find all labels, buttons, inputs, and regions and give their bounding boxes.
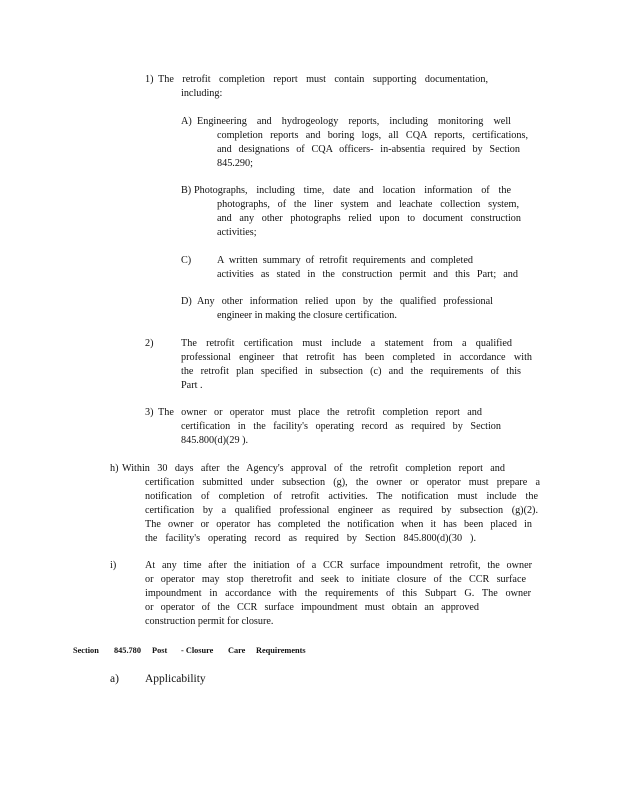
item-i-label: i) — [110, 560, 117, 571]
section-heading-w2: - Closure — [181, 646, 214, 655]
item-1 — [145, 73, 488, 101]
item-1-B-line-3: and any other photographs relied upon to document construction — [217, 212, 521, 224]
item-h-label: h) — [110, 463, 119, 474]
item-1-C — [181, 254, 521, 282]
item-h-line-5: The owner or operator has completed the notification when it has been placed in — [145, 518, 532, 530]
item-1-D-line-2: engineer in making the closure certification. — [217, 309, 397, 321]
item-1-line-2: including: — [181, 87, 223, 99]
item-1-B-line-2: photographs, of the liner system and leachate collection system, — [217, 198, 519, 210]
item-3-label: 3) — [145, 407, 154, 418]
item-2-line-3: the retrofit plan specified in subsection (c) and the requirements of this — [181, 365, 521, 377]
item-1-B-label: B) — [181, 185, 192, 196]
item-1-B-line-1: Photographs, including time, date and location information of the — [194, 185, 511, 196]
item-1-label: 1) — [145, 74, 154, 85]
item-1-D-line-1: Any other information relied upon by the qualified professional — [197, 296, 493, 307]
item-1-C-line-2: activities as stated in the construction permit and this Part; and — [217, 268, 518, 280]
item-h-line-4: certification by a qualified professional engineer as required by subsection (g)(2). — [145, 504, 538, 516]
item-3 — [145, 406, 505, 448]
item-2-line-1: The retrofit certification must include a statement from a qualified — [181, 338, 512, 349]
item-3-line-2: certification in the facility's operating record as required by Section — [181, 420, 501, 432]
item-2-label: 2) — [145, 338, 154, 349]
item-i-line-4: or operator of the CCR surface impoundment must obtain an approved — [145, 601, 479, 613]
item-1-C-label: C) — [181, 255, 192, 266]
item-1-A-line-2: completion reports and boring logs, all CQA reports, certifications, — [217, 129, 528, 141]
item-1-A-line-1: Engineering and hydrogeology reports, including monitoring well — [197, 116, 511, 127]
item-h-line-6: the facility's operating record as required by Section 845.800(d)(30 ). — [145, 532, 476, 544]
item-2-line-2: professional engineer that retrofit has been completed in accordance with — [181, 351, 532, 363]
item-h-line-1: Within 30 days after the Agency's approval of the retrofit completion report and — [122, 463, 505, 474]
item-i-line-3: impoundment in accordance with the requirements of this Subpart G. The owner — [145, 587, 531, 599]
item-h-line-3: notification of completion of retrofit activities. The notification must include the — [145, 490, 538, 502]
item-1-B — [181, 184, 521, 240]
item-1-A — [181, 115, 528, 171]
item-3-line-1: The owner or operator must place the retrofit completion report and — [158, 407, 482, 418]
item-1-A-line-4: 845.290; — [217, 157, 253, 169]
item-i — [110, 559, 540, 629]
item-2-line-4: Part . — [181, 379, 203, 391]
item-1-A-line-3: and designations of CQA officers- in-absentia required by Section — [217, 143, 520, 155]
item-1-D-label: D) — [181, 296, 192, 307]
section-heading-w1: Post — [152, 646, 168, 655]
section-heading-number: 845.780 — [114, 646, 141, 655]
item-1-B-line-4: activities; — [217, 226, 257, 238]
section-heading-word: Section — [73, 646, 99, 655]
item-a-label: a) — [110, 673, 119, 685]
item-1-C-line-1: A written summary of retrofit requirements and completed — [217, 255, 473, 266]
section-heading-w4: Requirements — [256, 646, 306, 655]
item-a — [110, 672, 206, 686]
item-2 — [145, 337, 535, 393]
item-h-line-2: certification submitted under subsection (g), the owner or operator must prepare a — [145, 476, 540, 488]
item-h — [110, 462, 540, 545]
item-a-text: Applicability — [145, 673, 206, 685]
item-3-line-3: 845.800(d)(29 ). — [181, 434, 249, 446]
item-i-line-1: At any time after the initiation of a CCR surface impoundment retrofit, the owner — [145, 560, 532, 571]
section-heading-w3: Care — [228, 646, 246, 655]
item-1-A-label: A) — [181, 116, 192, 127]
item-i-line-2: or operator may stop theretrofit and seek to initiate closure of the CCR surface — [145, 573, 526, 585]
item-i-line-5: construction permit for closure. — [145, 615, 274, 627]
item-1-D — [181, 295, 501, 323]
item-1-line-1: The retrofit completion report must contain supporting documentation, — [158, 74, 488, 85]
